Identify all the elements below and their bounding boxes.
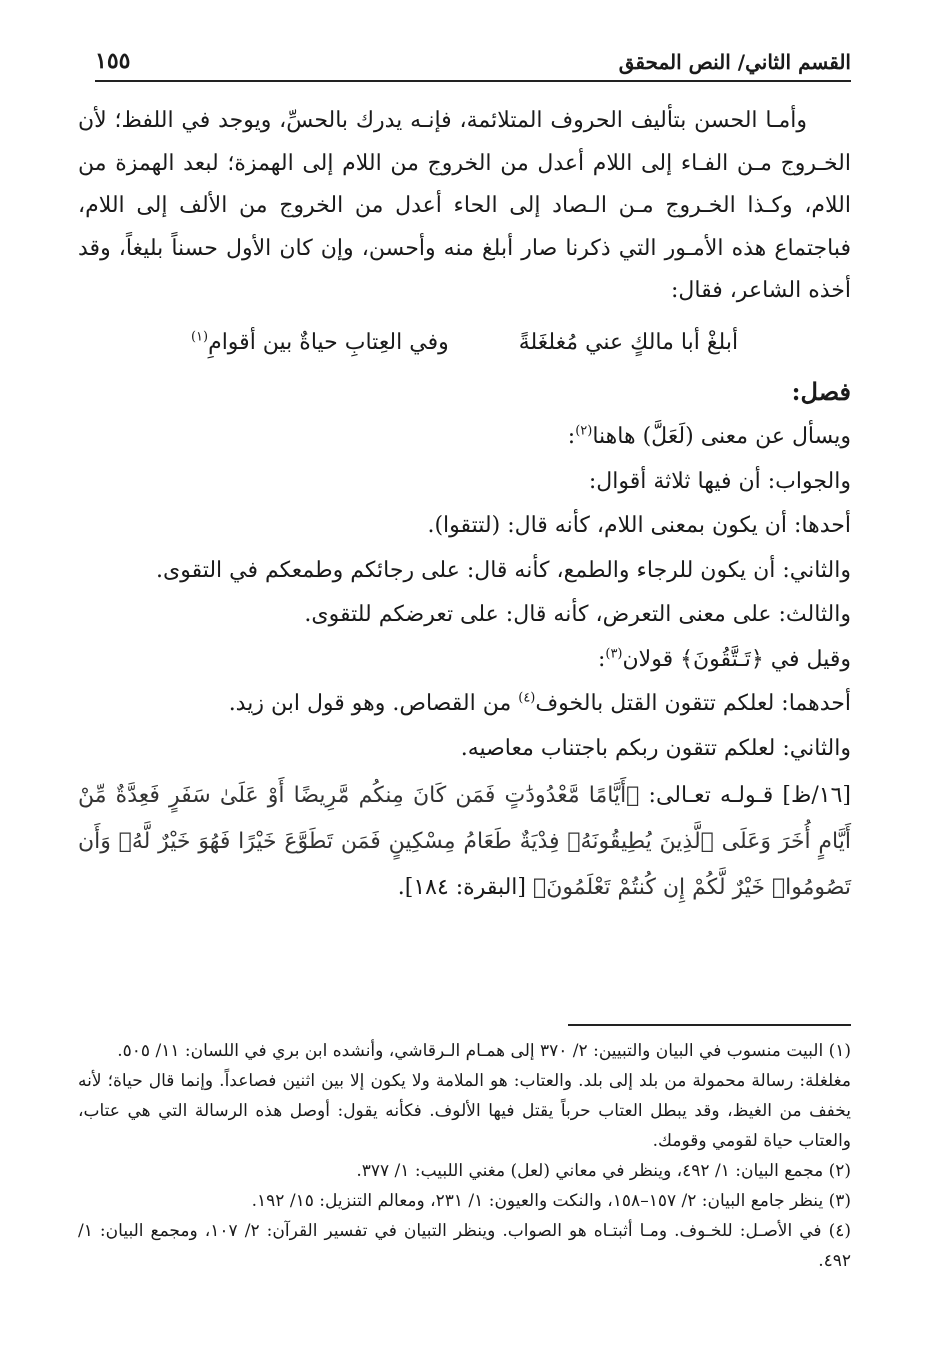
- running-title: القسم الثاني/ النص المحقق: [618, 50, 851, 74]
- quran-prefix: [١٦/ظ] قـولـه تعـالى:: [639, 783, 851, 808]
- footnote-ref: (١): [190, 329, 209, 345]
- saying-second: والثاني: لعلكم تتقون ربكم باجتناب معاصيه.: [460, 735, 851, 761]
- footnote-1: (١) البيت منسوب في البيان والتبيين: ٢/ ٣٧٠ إلى همـام الـرقاشي، وأنشده ابن بري في اللسان: ١١/ ٥٠٥.: [117, 1041, 851, 1061]
- poem-hemistich-second-text: وفي العِتابِ حياةٌ بين أقوامِ: [208, 329, 449, 355]
- footnote-ref: (٢): [575, 423, 593, 439]
- opinion-first: أحدها: أن يكون بمعنى اللام، كأنه قال: (لتتقوا).: [427, 513, 851, 538]
- saying-first: [78, 682, 851, 727]
- quran-quote: [78, 773, 851, 911]
- said-end: :: [597, 646, 606, 672]
- poem-verse: [78, 321, 851, 365]
- footnote-2: (٢) مجمع البيان: ١/ ٤٩٢، وينظر في معاني (لعل) مغني اللبيب: ١/ ٣٧٧.: [356, 1161, 851, 1181]
- page-number: ١٥٥: [95, 48, 131, 74]
- main-text: [78, 100, 851, 911]
- footnotes: [78, 1036, 851, 1276]
- poem-hemistich-first: أبلغْ أبا مالكٍ عني مُغلغَلةً: [518, 329, 739, 355]
- said-text: وقيل في ﴿تَـتَّقُونَ﴾ قولان: [622, 646, 851, 672]
- footnote-4: (٤) في الأصـل: للخـوف. ومـا أثبتـاه هو الصواب. وينظر التبيان في تفسير القرآن: ٢/ ١٠٧، ومجمع البيان: ١/ ٤٩٢.: [78, 1221, 852, 1271]
- saying-first-rest: من القصاص. وهو قول ابن زيد.: [228, 691, 519, 716]
- quran-reference: [البقرة: ١٨٤].: [397, 875, 533, 900]
- page-header: [95, 38, 851, 82]
- said-line: [78, 638, 851, 683]
- opinion-second: والثاني: أن يكون للرجاء والطمع، كأنه قال: على رجائكم وطمعكم في التقوى.: [156, 557, 851, 583]
- answer-line: والجواب: أن فيها ثلاثة أقوال:: [588, 468, 851, 494]
- opinion-third: والثالث: على معنى التعرض، كأنه قال: على تعرضكم للتقوى.: [304, 602, 851, 627]
- footnote-3: (٣) ينظر جامع البيان: ٢/ ١٥٧–١٥٨، والنكت والعيون: ١/ ٢٣١، ومعالم التنزيل: ١٥/ ١٩٢.: [251, 1191, 851, 1211]
- question-text: ويسأل عن معنى (لَعَلَّ) هاهنا: [592, 424, 851, 449]
- poem-hemistich-second: [191, 321, 449, 365]
- footnote-divider: [568, 1024, 851, 1026]
- footnote-ref: (٣): [605, 646, 623, 662]
- footnote-1-continued: مغلغلة: رسالة محمولة من بلد إلى بلد. والعتاب: هو الملامة ولا يكون إلا بين اثنين فصاعداً. وإنما قال حياة؛ لأنه يخفف من الغيظ، وقد يبطل العتاب حرباً يقتل فيها الألوف. فكأنه يقول: أوصل هذه الرسالة التي هي عتاب، والعتاب حياة لقومي وقومك.: [78, 1071, 851, 1151]
- paragraph-intro: وأمـا الحسن بتأليف الحروف المتلائمة، فإنـه يدرك بالحسِّ، ويوجد في اللفظ؛ لأن الخـروج مـن الفـاء إلى اللام أعدل من الخروج من اللام إلى الهمزة؛ لبعد الهمزة من اللام، وكـذا الخـروج مـن الـصاد إلى الحاء أعدل من الخروج من الألف إلى اللام، فباجتماع هذه الأمـور التي ذكرنا صار أبلغ منه وأحسن، وإن كان الأول حسناً بليغاً، وقد أخذه الشاعر، فقال:: [78, 108, 851, 303]
- question-line: [78, 415, 851, 460]
- quran-verse: ﴿أَيَّامًا مَّعْدُودَٰتٍ فَمَن كَانَ مِنكُم مَّرِيضًا أَوْ عَلَىٰ سَفَرٍ فَعِدَّةٌ مِّنْ أَيَّامٍ أُخَرَ وَعَلَى ٱلَّذِينَ يُطِيقُونَهُۥ فِدْيَةٌ طَعَامُ مِسْكِينٍ فَمَن تَطَوَّعَ خَيْرًا فَهُوَ خَيْرٌ لَّهُۥ وَأَن تَصُومُوا۟ خَيْرٌ لَّكُمْ إِن كُنتُمْ تَعْلَمُونَ﴾: [78, 783, 851, 900]
- section-heading: فصل:: [791, 376, 851, 406]
- saying-first-text: أحدهما: لعلكم تتقون القتل بالخوف: [535, 691, 851, 716]
- question-end: :: [567, 424, 576, 449]
- footnote-ref: (٤): [518, 690, 536, 706]
